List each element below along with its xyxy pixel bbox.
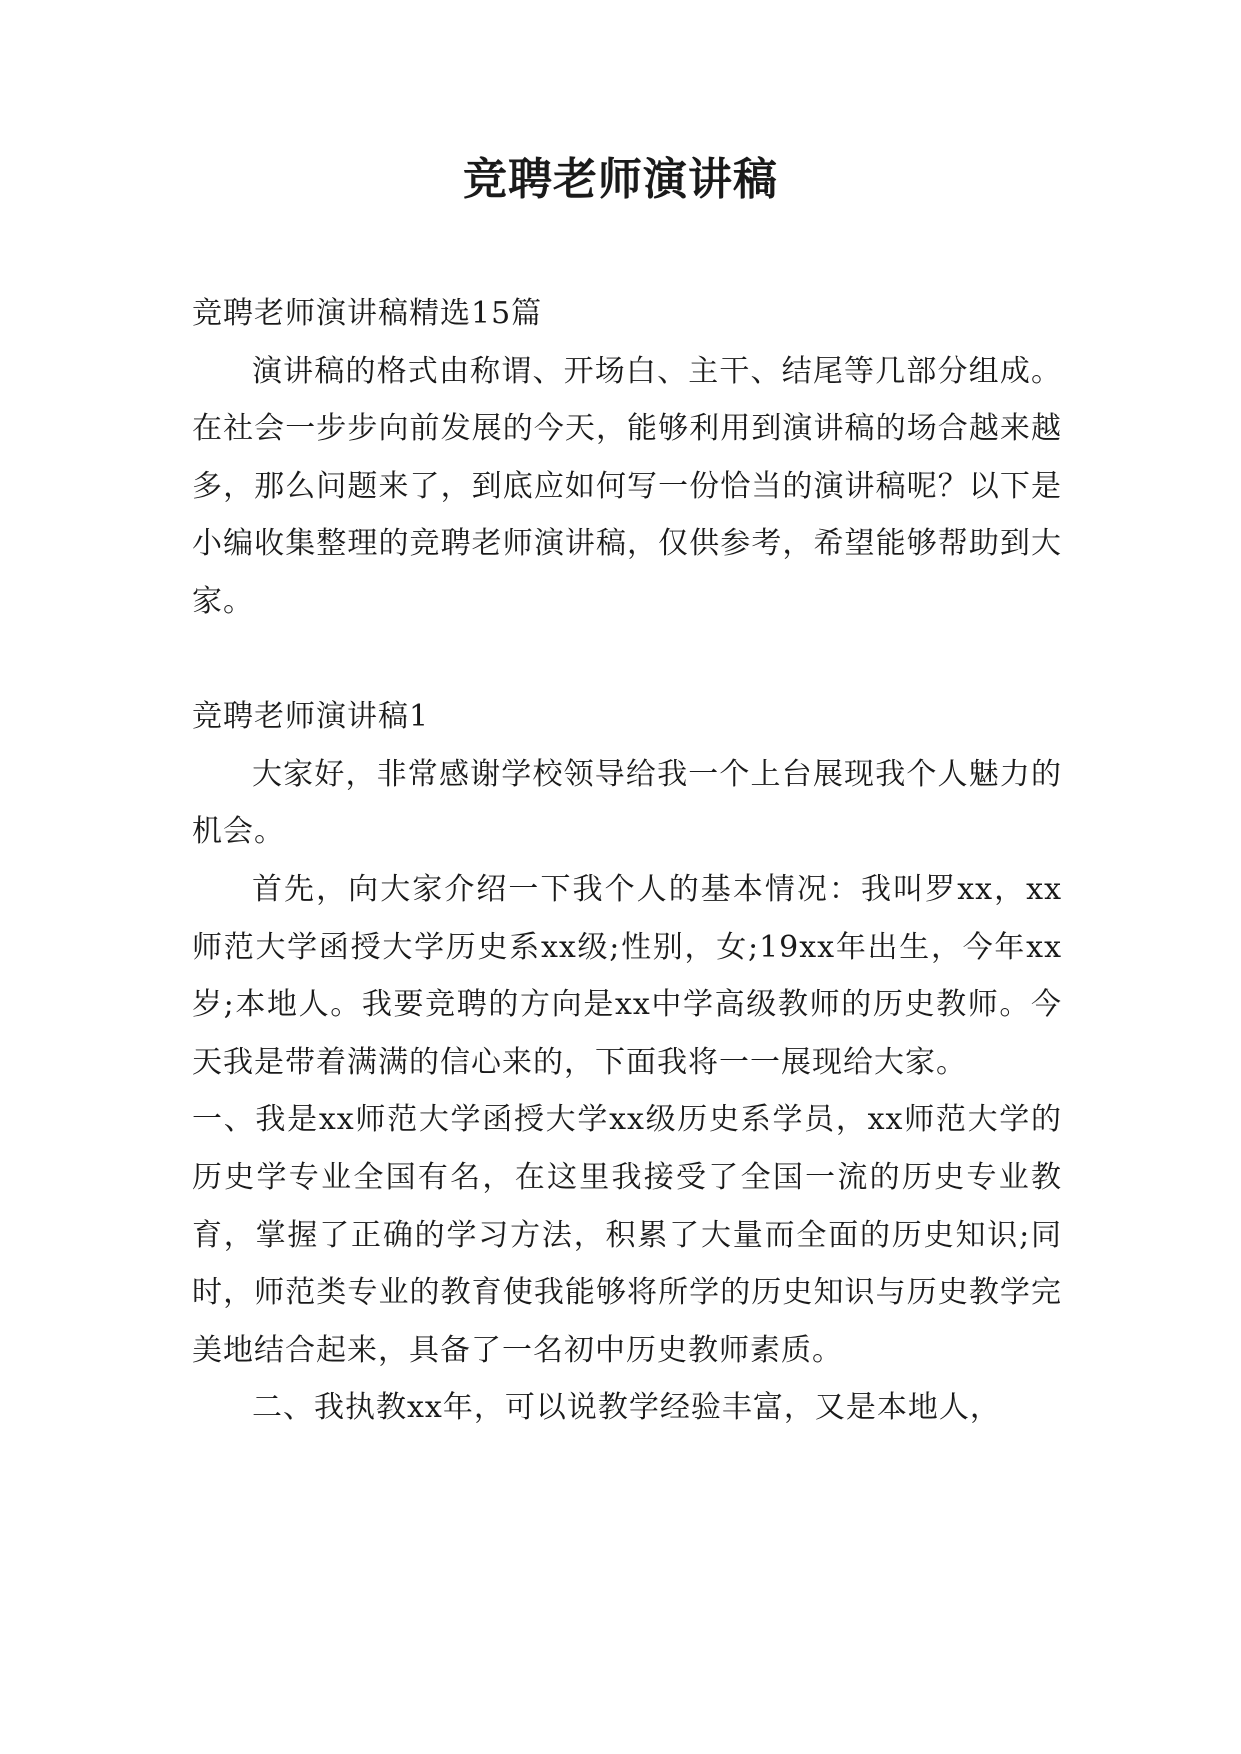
document-body [192, 285, 1062, 1437]
document-title: 竞聘老师演讲稿 [463, 154, 778, 205]
paragraph-introduction: 首先，向大家介绍一下我个人的基本情况：我叫罗xx，xx师范大学函授大学历史系xx级;性别，女;19xx年出生，今年xx岁;本地人。我要竞聘的方向是xx中学高级教师的历史教师。今天我是带着满满的信心来的，下面我将一一展现给大家。 [192, 871, 1062, 1080]
section-heading: 竞聘老师演讲稿1 [192, 699, 430, 735]
paragraph-point-one: 一、我是xx师范大学函授大学xx级历史系学员，xx师范大学的历史学专业全国有名，在这里我接受了全国一流的历史专业教育，掌握了正确的学习方法，积累了大量而全面的历史知识;同时，师范类专业的教育使我能够将所学的历史知识与历史教学完美地结合起来，具备了一名初中历史教师素质。 [192, 1102, 1062, 1368]
intro-paragraph: 演讲稿的格式由称谓、开场白、主干、结尾等几部分组成。在社会一步步向前发展的今天，能够利用到演讲稿的场合越来越多，那么问题来了，到底应如何写一份恰当的演讲稿呢？以下是小编收集整理的竞聘老师演讲稿，仅供参考，希望能够帮助到大家。 [192, 353, 1062, 619]
paragraph-point-two: 二、我执教xx年，可以说教学经验丰富，又是本地人， [252, 1390, 1001, 1426]
paragraph-greeting: 大家好，非常感谢学校领导给我一个上台展现我个人魅力的机会。 [192, 756, 1062, 850]
document-subtitle: 竞聘老师演讲稿精选15篇 [192, 296, 543, 331]
section-spacer [192, 631, 1062, 689]
